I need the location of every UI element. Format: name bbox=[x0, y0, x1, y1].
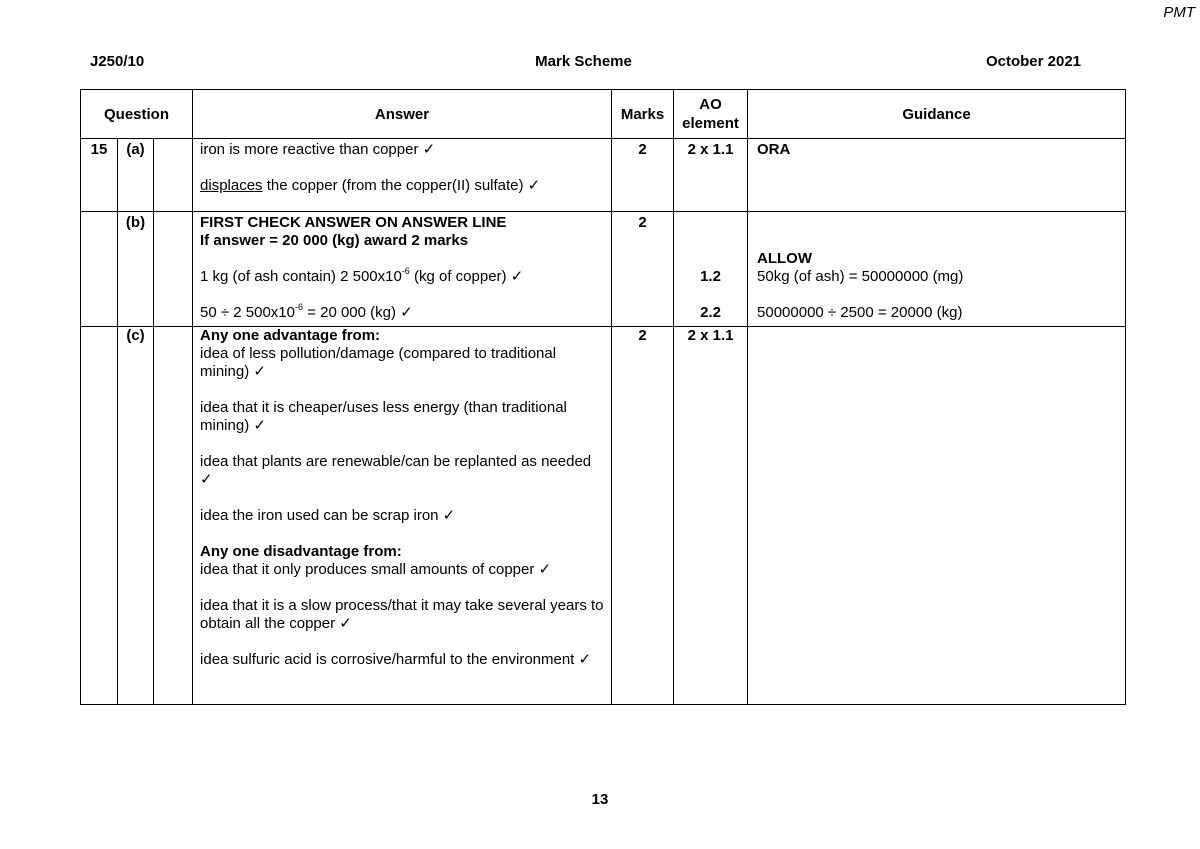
question-part: (b) bbox=[118, 212, 154, 327]
answer-line: iron is more reactive than copper ✓ bbox=[200, 141, 436, 158]
answer-line: displaces the copper (from the copper(II) sulfate) ✓ bbox=[200, 177, 541, 194]
marks-cell: 2 bbox=[612, 139, 674, 212]
ao-value: 2.2 bbox=[700, 304, 721, 321]
answer-instruction: If answer = 20 000 (kg) award 2 marks bbox=[200, 232, 469, 249]
question-part: (c) bbox=[118, 327, 154, 705]
ao-cell: 2 x 1.1 bbox=[674, 327, 748, 705]
guidance-cell bbox=[748, 327, 1126, 705]
advantage-heading: Any one advantage from: bbox=[200, 327, 381, 344]
ao-cell: 2 x 1.1 bbox=[674, 139, 748, 212]
col-header-marks: Marks bbox=[612, 90, 674, 139]
marks-cell: 2 bbox=[612, 212, 674, 327]
answer-line: 1 kg (of ash contain) 2 $500x10^{-6}$ (kg of copper) ✓ bbox=[200, 266, 524, 285]
answer-instruction: FIRST CHECK ANSWER ON ANSWER LINE bbox=[200, 214, 507, 231]
guidance-cell: ORA bbox=[748, 139, 1126, 212]
col-header-question: Question bbox=[81, 90, 193, 139]
answer-line: idea that it is a slow process/that it may take several years to obtain all the copper ✓ bbox=[200, 597, 604, 632]
ao-value: 1.2 bbox=[700, 268, 721, 285]
disadvantage-heading: Any one disadvantage from: bbox=[200, 543, 402, 560]
table-row-15b bbox=[81, 212, 1126, 327]
answer-cell bbox=[193, 139, 612, 212]
col-header-answer: Answer bbox=[193, 90, 612, 139]
ao-header-line2: element bbox=[682, 115, 739, 132]
guidance-line: 50kg (of ash) = 50000000 (mg) bbox=[757, 268, 964, 285]
answer-line: idea the iron used can be scrap iron ✓ bbox=[200, 507, 456, 524]
paper-code: J250/10 bbox=[90, 53, 145, 70]
exam-date: October 2021 bbox=[985, 53, 1081, 70]
guidance-line: 50000000 ÷ 2500 = 20000 (kg) bbox=[757, 304, 963, 321]
answer-line: idea that it only produces small amounts of copper ✓ bbox=[200, 561, 552, 578]
table-row-15a bbox=[81, 139, 1126, 212]
watermark-pmt: PMT bbox=[1163, 4, 1195, 21]
answer-line: idea that it is cheaper/uses less energy (than traditional mining) ✓ bbox=[200, 399, 567, 434]
answer-line: idea that plants are renewable/can be replanted as needed ✓ bbox=[200, 453, 592, 488]
mark-scheme-table bbox=[80, 89, 1126, 705]
col-header-ao bbox=[674, 90, 748, 139]
question-subpart bbox=[154, 212, 193, 327]
ao-cell bbox=[674, 212, 748, 327]
question-number bbox=[81, 327, 118, 705]
answer-line: 50 ÷ 2 $500x10^{-6} = 20$ 000 (kg) ✓ bbox=[200, 302, 413, 321]
header-row bbox=[81, 90, 1126, 139]
answer-line: idea sulfuric acid is corrosive/harmful to the environment ✓ bbox=[200, 651, 592, 668]
page-number: 13 bbox=[591, 791, 609, 808]
ao-header-line1: AO bbox=[699, 96, 722, 113]
guidance-cell bbox=[748, 212, 1126, 327]
answer-cell bbox=[193, 327, 612, 705]
answer-line: idea of less pollution/damage (compared to traditional mining) ✓ bbox=[200, 345, 557, 380]
question-number: 15 bbox=[81, 139, 118, 212]
underlined-word: displaces bbox=[200, 177, 263, 194]
answer-cell bbox=[193, 212, 612, 327]
col-header-guidance: Guidance bbox=[748, 90, 1126, 139]
document-title: Mark Scheme bbox=[535, 53, 632, 70]
table-row-15c bbox=[81, 327, 1126, 705]
question-subpart bbox=[154, 327, 193, 705]
question-part: (a) bbox=[118, 139, 154, 212]
question-number bbox=[81, 212, 118, 327]
guidance-allow: ALLOW bbox=[757, 250, 812, 267]
marks-cell: 2 bbox=[612, 327, 674, 705]
question-subpart bbox=[154, 139, 193, 212]
